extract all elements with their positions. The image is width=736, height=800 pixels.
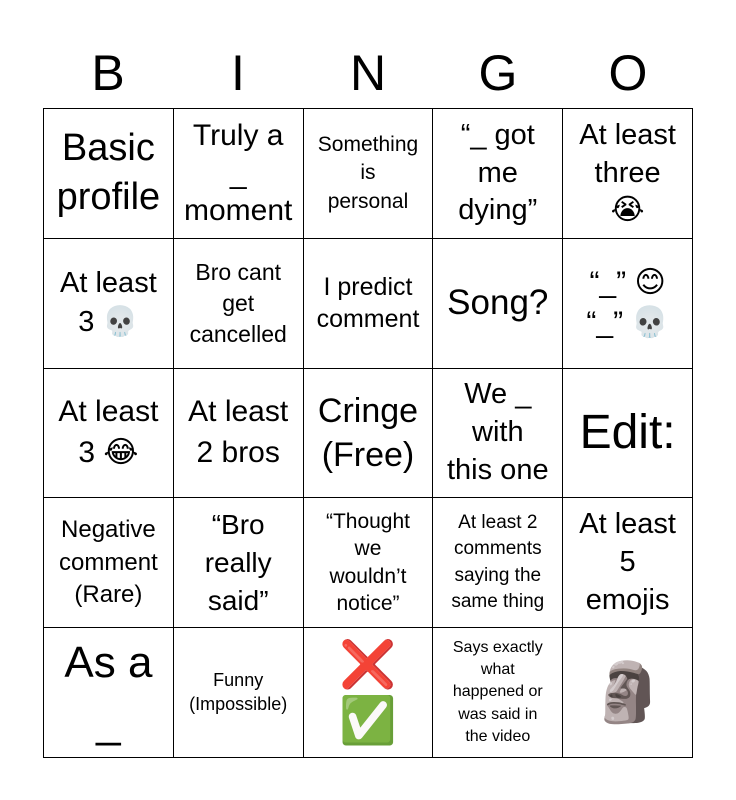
bingo-cell-label: At least 3 💀: [60, 267, 157, 339]
bingo-cell[interactable]: [304, 369, 434, 499]
bingo-cell-label: Cringe (Free): [317, 391, 419, 474]
bingo-cell[interactable]: [563, 239, 693, 369]
bingo-board: [43, 108, 693, 758]
bingo-cell[interactable]: [563, 109, 693, 239]
bingo-cell-label: “_ got me dying”: [458, 118, 538, 227]
bingo-cell-label: Bro cant get cancelled: [189, 258, 287, 347]
bingo-cell-label: At least 5 emojis: [579, 508, 676, 616]
bingo-header: [43, 38, 693, 108]
bingo-cell[interactable]: [44, 498, 174, 628]
bingo-cell-label: “Bro really said”: [204, 509, 272, 616]
bingo-cell[interactable]: [563, 498, 693, 628]
bingo-cell-label: “Thought we wouldn’t notice”: [325, 510, 411, 616]
bingo-cell-label: ❌ ✅: [339, 638, 397, 746]
bingo-cell-label: We _ with this one: [447, 378, 549, 486]
bingo-cell-label: Truly a _ moment: [184, 119, 293, 228]
header-letter-b: B: [91, 45, 125, 101]
bingo-cell[interactable]: [174, 498, 304, 628]
bingo-cell[interactable]: [44, 369, 174, 499]
bingo-cell[interactable]: [174, 109, 304, 239]
bingo-cell-label: At least three 😭: [579, 118, 676, 227]
bingo-cell[interactable]: [433, 239, 563, 369]
bingo-cell-label: Says exactly what happened or was said in the video: [452, 638, 543, 746]
bingo-cell[interactable]: [433, 369, 563, 499]
bingo-cell-label: At least 2 comments saying the same thing: [451, 511, 545, 613]
bingo-cell[interactable]: [433, 498, 563, 628]
bingo-cell-label: 🗿: [591, 659, 664, 725]
bingo-cell[interactable]: [304, 109, 434, 239]
header-letter-o: O: [608, 45, 648, 101]
header-letter-i: I: [231, 45, 245, 101]
bingo-cell[interactable]: [433, 628, 563, 758]
bingo-cell[interactable]: [304, 498, 434, 628]
bingo-cell-label: Negative comment (Rare): [59, 516, 158, 608]
bingo-cell[interactable]: [44, 628, 174, 758]
header-letter-g: G: [478, 45, 518, 101]
bingo-cell-label: “_” 😊 “_” 💀: [586, 265, 669, 340]
bingo-cell[interactable]: [174, 628, 304, 758]
bingo-cell-label: Edit:: [579, 406, 676, 460]
bingo-cell[interactable]: [174, 369, 304, 499]
bingo-cell-label: As a _: [64, 638, 153, 747]
bingo-cell-label: Funny (Impossible): [189, 670, 288, 714]
bingo-cell[interactable]: [304, 628, 434, 758]
bingo-cell[interactable]: [563, 369, 693, 499]
header-letter-n: N: [349, 45, 387, 101]
bingo-cell[interactable]: [44, 109, 174, 239]
bingo-cell-label: Something is personal: [317, 132, 419, 213]
bingo-cell[interactable]: [44, 239, 174, 369]
bingo-cell-label: At least 3 😂: [58, 395, 159, 469]
bingo-cell[interactable]: [174, 239, 304, 369]
bingo-cell[interactable]: [433, 109, 563, 239]
bingo-cell[interactable]: [304, 239, 434, 369]
bingo-cell-label: Basic profile: [56, 127, 161, 219]
bingo-cell-label: Song?: [447, 283, 549, 323]
bingo-cell-label: I predict comment: [316, 272, 420, 334]
bingo-cell[interactable]: [563, 628, 693, 758]
bingo-cell-label: At least 2 bros: [188, 395, 289, 469]
